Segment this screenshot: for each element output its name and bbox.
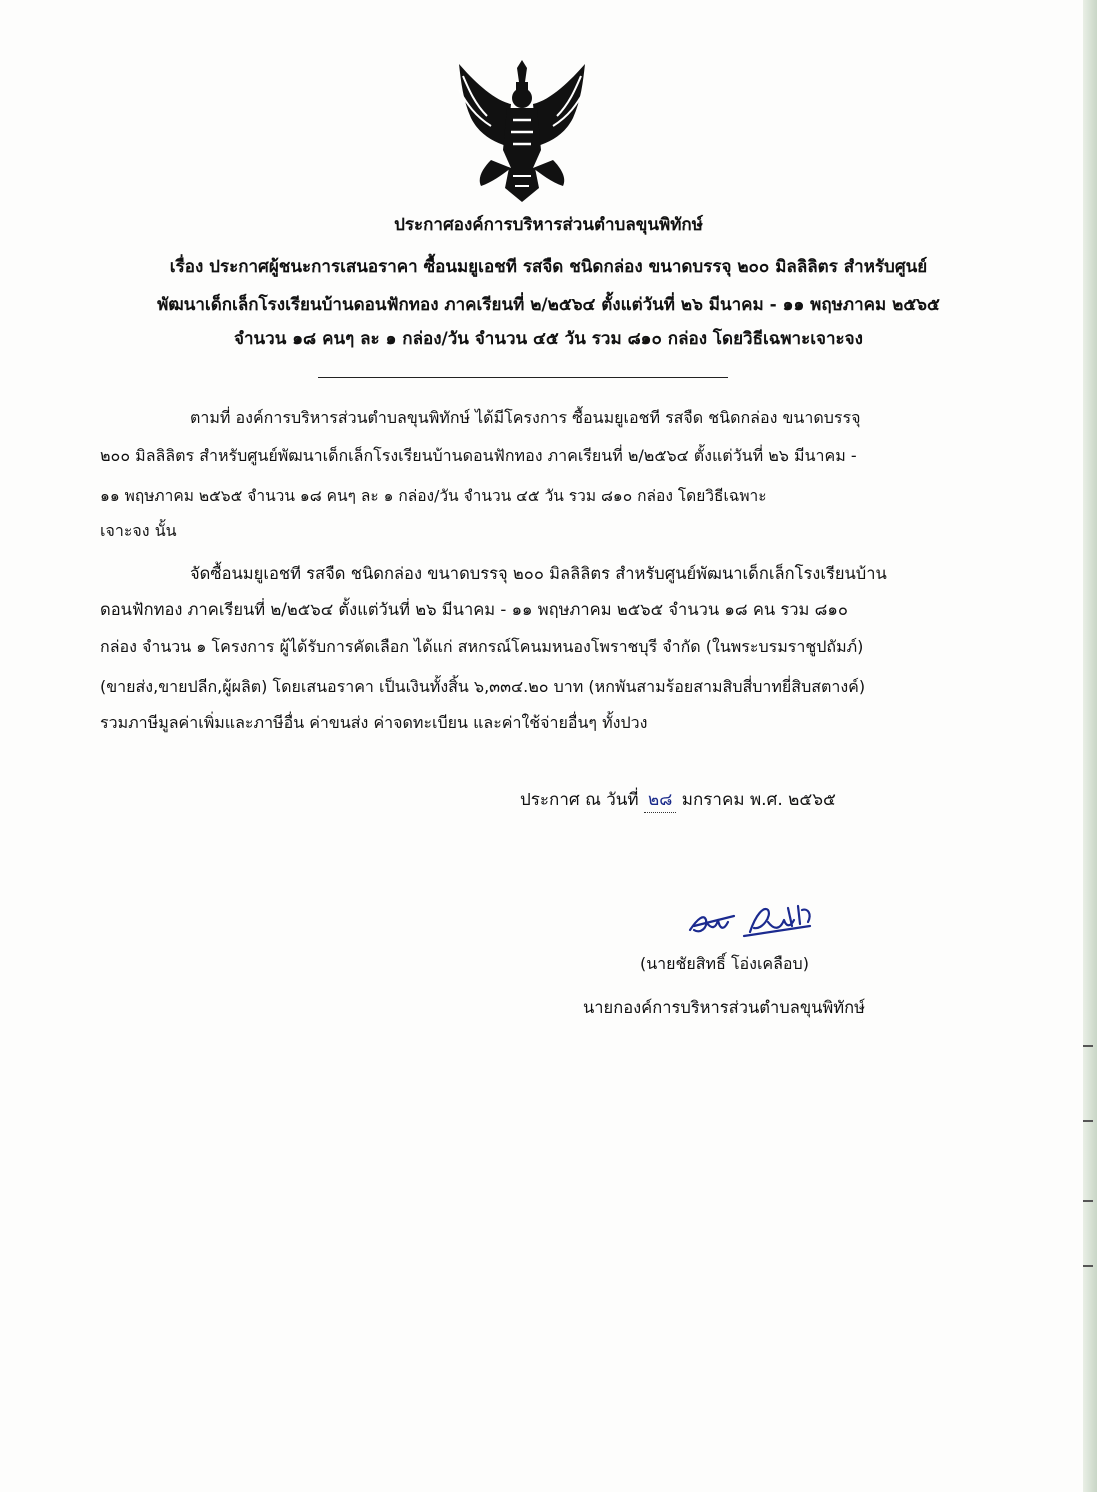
paragraph-line: กล่อง จำนวน ๑ โครงการ ผู้ได้รับการคัดเลือก ได้แก่ สหกรณ์โคนมหนองโพราชบุรี จำกัด (ในพระบรมราชูปถัมภ์) — [100, 637, 864, 656]
paragraph-line: ตามที่ องค์การบริหารส่วนตำบลขุนพิทักษ์ ได้มีโครงการ ซื้อนมยูเอชที รสจืด ชนิดกล่อง ขนาดบรรจุ — [190, 408, 861, 427]
handwritten-signature — [684, 900, 824, 948]
announcement-date — [520, 788, 836, 813]
scan-mark — [1083, 1045, 1093, 1047]
scan-mark — [1083, 1120, 1093, 1122]
header-subject-line: จำนวน ๑๘ คนๆ ละ ๑ กล่อง/วัน จำนวน ๔๕ วัน รวม ๘๑๐ กล่อง โดยวิธีเฉพาะเจาะจง — [234, 329, 863, 349]
garuda-emblem-icon — [453, 60, 591, 202]
date-prefix: ประกาศ ณ วันที่ — [520, 790, 639, 810]
paragraph-line: จัดซื้อนมยูเอชที รสจืด ชนิดกล่อง ขนาดบรรจุ ๒๐๐ มิลลิลิตร สำหรับศูนย์พัฒนาเด็กเล็กโรงเรียนบ้าน — [190, 564, 887, 583]
paragraph-line: ๑๑ พฤษภาคม ๒๕๖๕ จำนวน ๑๘ คนๆ ละ ๑ กล่อง/วัน จำนวน ๔๕ วัน รวม ๘๑๐ กล่อง โดยวิธีเฉพาะ — [100, 487, 767, 505]
scan-mark — [1083, 1265, 1093, 1267]
scan-mark — [1083, 1200, 1093, 1202]
date-suffix: มกราคม พ.ศ. ๒๕๖๕ — [681, 790, 836, 810]
paragraph-line: รวมภาษีมูลค่าเพิ่มและภาษีอื่น ค่าขนส่ง ค่าจดทะเบียน และค่าใช้จ่ายอื่นๆ ทั้งปวง — [100, 713, 648, 732]
paragraph-line: ดอนฟักทอง ภาคเรียนที่ ๒/๒๕๖๔ ตั้งแต่วันที่ ๒๖ มีนาคม - ๑๑ พฤษภาคม ๒๕๖๕ จำนวน ๑๘ คน รวม ๘๑๐ — [100, 600, 848, 619]
signatory-name: (นายชัยสิทธิ์ โอ่งเคลือบ) — [640, 954, 809, 973]
date-day: ๒๘ — [644, 788, 676, 813]
paragraph-line: ๒๐๐ มิลลิลิตร สำหรับศูนย์พัฒนาเด็กเล็กโรงเรียนบ้านดอนฟักทอง ภาคเรียนที่ ๒/๒๕๖๔ ตั้งแต่วันที่ ๒๖ มีนาคม - — [100, 446, 857, 465]
paragraph-line: (ขายส่ง,ขายปลีก,ผู้ผลิต) โดยเสนอราคา เป็นเงินทั้งสิ้น ๖,๓๓๔.๒๐ บาท (หกพันสามร้อยสามสิบสี่บาทยี่สิบสตางค์) — [100, 677, 866, 696]
paragraph-line: เจาะจง นั้น — [100, 521, 177, 540]
header-subject-line: พัฒนาเด็กเล็กโรงเรียนบ้านดอนฟักทอง ภาคเรียนที่ ๒/๒๕๖๔ ตั้งแต่วันที่ ๒๖ มีนาคม - ๑๑ พฤษภาคม ๒๕๖๕ — [157, 295, 940, 315]
header-title: ประกาศองค์การบริหารส่วนตำบลขุนพิทักษ์ — [394, 215, 703, 235]
header-divider — [318, 377, 728, 378]
header-subject-line: เรื่อง ประกาศผู้ชนะการเสนอราคา ซื้อนมยูเอชที รสจืด ชนิดกล่อง ขนาดบรรจุ ๒๐๐ มิลลิลิตร สำหรับศูนย์ — [169, 257, 928, 277]
signatory-position: นายกองค์การบริหารส่วนตำบลขุนพิทักษ์ — [583, 998, 866, 1017]
